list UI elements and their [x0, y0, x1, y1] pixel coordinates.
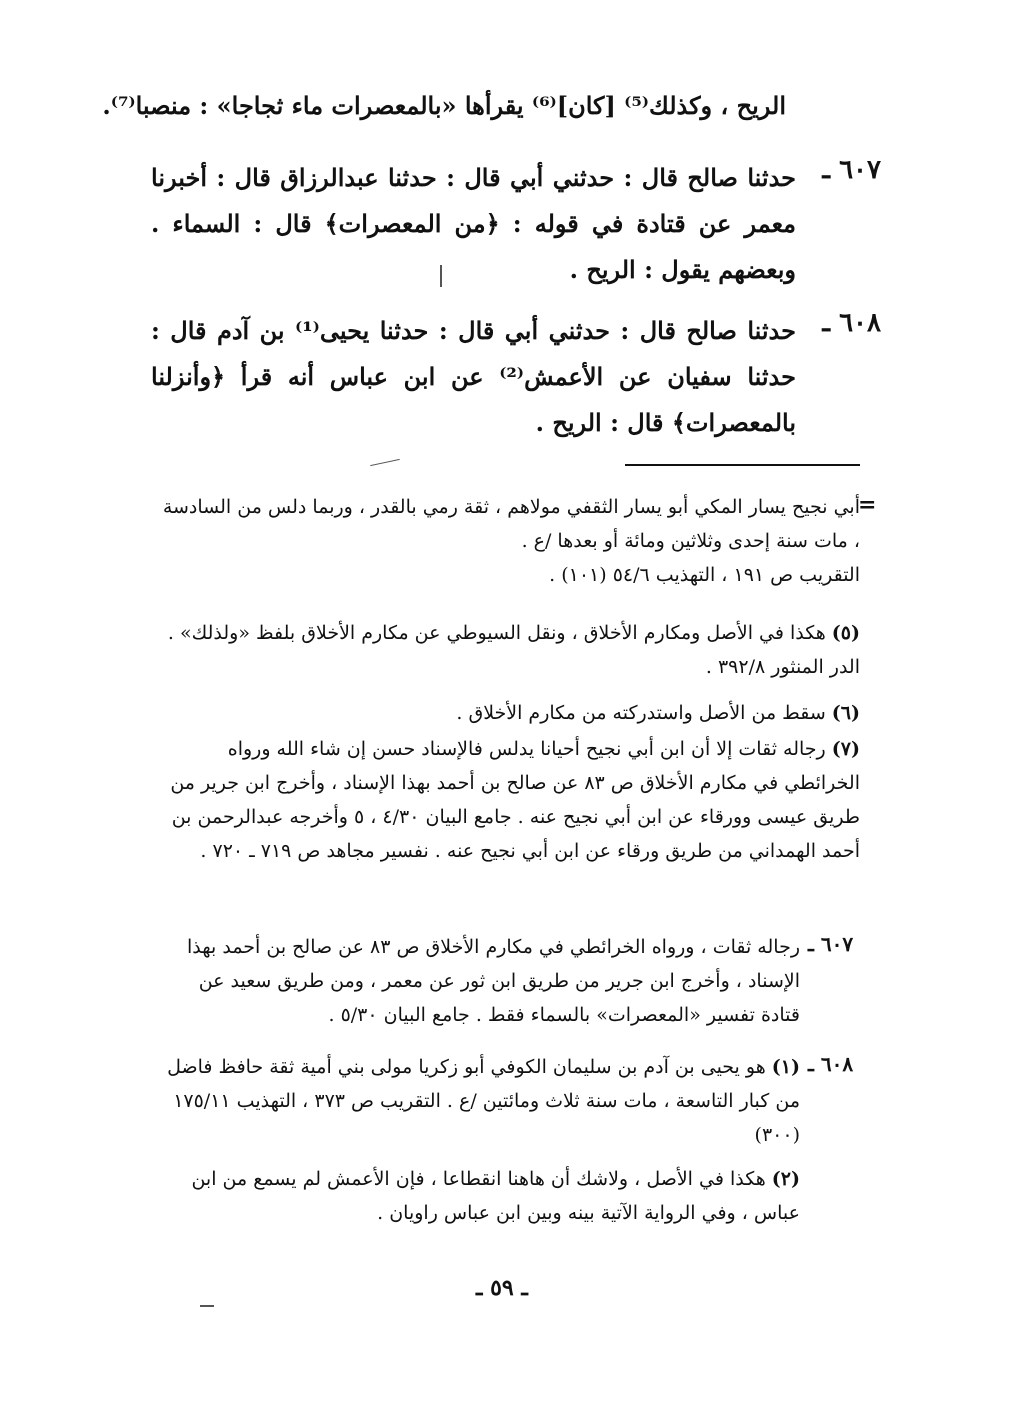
scan-speck — [200, 1305, 214, 1307]
footnote-text: أبي نجيح يسار المكي أبو يسار الثقفي مولاهم ، ثقة رمي بالقدر ، وربما دلس من السادسة ، مات سنة إحدى وثلاثين ومائة أو بعدها /ع . — [162, 496, 860, 552]
footnote-entry-number: ٦٠٨ ـ — [808, 1052, 854, 1076]
footnote-number: (٢) — [771, 1168, 800, 1190]
top-line: الريح ، وكذلك⁽⁵⁾ [كان]⁽⁶⁾ يقرأها «بالمعصرات ماء ثجاجا» : منصبا⁽⁷⁾. — [102, 91, 786, 120]
entry-number: ٦٠٧ ـ — [822, 155, 881, 185]
footnote-text: سقط من الأصل واستدركته من مكارم الأخلاق . — [456, 702, 826, 724]
footnote-text: هكذا في الأصل ومكارم الأخلاق ، ونقل السيوطي عن مكارم الأخلاق بلفظ «ولذلك» . الدر المنثور ٣٩٢/٨ . — [167, 622, 860, 678]
footnote-text: هو يحيى بن آدم بن سليمان الكوفي أبو زكريا مولى بني أمية ثقة حافظ فاضل من كبار التاسعة ، مات سنة ثلاث ومائتين /ع . التقريب ص ٣٧٣ ، التهذيب ١٧٥/١١ (٣٠٠) — [167, 1056, 800, 1146]
continuation-mark: = — [858, 492, 877, 518]
scan-speck — [370, 459, 400, 466]
page-number: ـ ٥٩ ـ — [476, 1275, 528, 1301]
entry-607 — [151, 155, 881, 293]
entry-text: حدثنا صالح قال : حدثني أبي قال : حدثنا يحيى⁽¹⁾ بن آدم قال : حدثنا سفيان عن الأعمش⁽²⁾ عن ابن عباس أنه قرأ ﴿وأنزلنا بالمعصرات﴾ قال : الريح . — [151, 316, 796, 437]
footnote-reference: التقريب ص ١٩١ ، التهذيب ٥٤/٦ (١٠١) . — [549, 564, 860, 586]
footnote-number: (٥) — [831, 622, 860, 644]
entry-608 — [151, 308, 881, 446]
footnote-number: (١) — [771, 1056, 800, 1078]
footnote-text: رجاله ثقات ، ورواه الخرائطي في مكارم الأخلاق ص ٨٣ عن صالح بن أحمد بهذا الإسناد ، وأخرج ابن جرير من طريق ابن ثور عن معمر ، ومن طريق سعيد عن قتادة تفسير «المعصرات» بالسماء فقط . جامع البيان ٥/٣٠ . — [187, 936, 800, 1026]
footnote-number: (٦) — [831, 702, 860, 724]
entry-number: ٦٠٨ ـ — [822, 308, 881, 338]
footnote-entry-608-2 — [160, 1162, 800, 1230]
footnote-6 — [160, 696, 860, 730]
footnote-text: رجاله ثقات إلا أن ابن أبي نجيح أحيانا يدلس فالإسناد حسن إن شاء الله ورواه الخرائطي في مكارم الأخلاق ص ٨٣ عن صالح بن أحمد بهذا الإسناد ، وأخرج ابن جرير من طريق عيسى وورقاء عن ابن أبي نجيح عنه . جامع البيان ٤/٣٠ ، ٥ وأخرجه عبدالرحمن بن أحمد الهمداني من طريق ورقاء عن ابن أبي نجيح عنه . نفسير مجاهد ص ٧١٩ ـ ٧٢٠ . — [170, 738, 860, 862]
footnote-entry-number: ٦٠٧ ـ — [808, 932, 854, 956]
footnote-5 — [160, 616, 860, 684]
scan-speck — [440, 265, 442, 287]
footnote-entry-607 — [160, 930, 800, 1032]
footnote-number: (٧) — [831, 738, 860, 760]
footnote-entry-608-1 — [160, 1050, 800, 1152]
footnote-text: هكذا في الأصل ، ولاشك أن هاهنا انقطاعا ، فإن الأعمش لم يسمع من ابن عباس ، وفي الرواية الآتية بينه وبين ابن عباس راويان . — [191, 1168, 800, 1224]
entry-text: حدثنا صالح قال : حدثني أبي قال : حدثنا عبدالرزاق قال : أخبرنا معمر عن قتادة في قوله : ﴿من المعصرات﴾ قال : السماء . وبعضهم يقول : الريح . — [151, 163, 796, 284]
footnote-continuation — [160, 490, 860, 592]
footnote-divider — [625, 464, 860, 466]
footnote-7 — [160, 732, 860, 868]
